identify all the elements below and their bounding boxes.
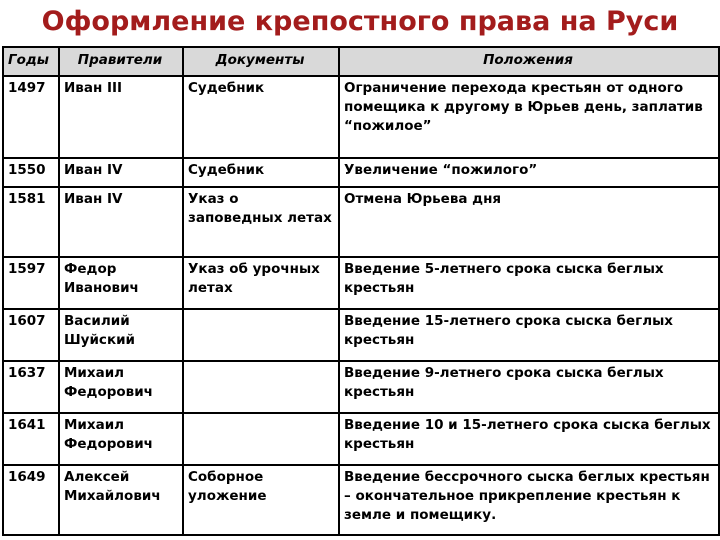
header-provisions: Положения [339,47,719,76]
cell-ruler: Василий Шуйский [59,309,183,361]
cell-provision: Ограничение перехода крестьян от одного помещика к другому в Юрьев день, заплатив “пожилое” [339,76,719,158]
cell-ruler: Иван IV [59,187,183,257]
header-documents: Документы [183,47,339,76]
cell-provision: Введение 5-летнего срока сыска беглых крестьян [339,257,719,309]
cell-year: 1649 [3,465,59,535]
cell-ruler: Иван IV [59,158,183,187]
cell-year: 1581 [3,187,59,257]
table-row [3,257,719,309]
cell-document: Указ об урочных летах [183,257,339,309]
table-row [3,413,719,465]
cell-document: Указ о заповедных летах [183,187,339,257]
cell-year: 1550 [3,158,59,187]
cell-document [183,361,339,413]
cell-year: 1641 [3,413,59,465]
cell-ruler: Михаил Федорович [59,361,183,413]
cell-ruler: Иван III [59,76,183,158]
cell-document [183,413,339,465]
cell-ruler: Федор Иванович [59,257,183,309]
serfdom-table [2,46,720,536]
page-title: Оформление крепостного права на Руси [41,6,679,37]
cell-provision: Введение 9-летнего срока сыска беглых крестьян [339,361,719,413]
cell-provision: Введение бессрочного сыска беглых крестьян – окончательное прикрепление крестьян к земле и помещику. [339,465,719,535]
table-row [3,361,719,413]
cell-year: 1607 [3,309,59,361]
table-row [3,187,719,257]
cell-ruler: Алексей Михайлович [59,465,183,535]
cell-provision: Увеличение “пожилого” [339,158,719,187]
cell-year: 1497 [3,76,59,158]
table-row [3,76,719,158]
table-row [3,465,719,535]
header-rulers: Правители [59,47,183,76]
table-row [3,309,719,361]
cell-document [183,309,339,361]
cell-year: 1597 [3,257,59,309]
table-header-row [3,47,719,76]
cell-provision: Введение 15-летнего срока сыска беглых крестьян [339,309,719,361]
cell-provision: Введение 10 и 15-летнего срока сыска беглых крестьян [339,413,719,465]
cell-year: 1637 [3,361,59,413]
table-row [3,158,719,187]
cell-document: Судебник [183,76,339,158]
cell-provision: Отмена Юрьева дня [339,187,719,257]
cell-document: Судебник [183,158,339,187]
cell-document: Соборное уложение [183,465,339,535]
header-years: Годы [3,47,59,76]
cell-ruler: Михаил Федорович [59,413,183,465]
